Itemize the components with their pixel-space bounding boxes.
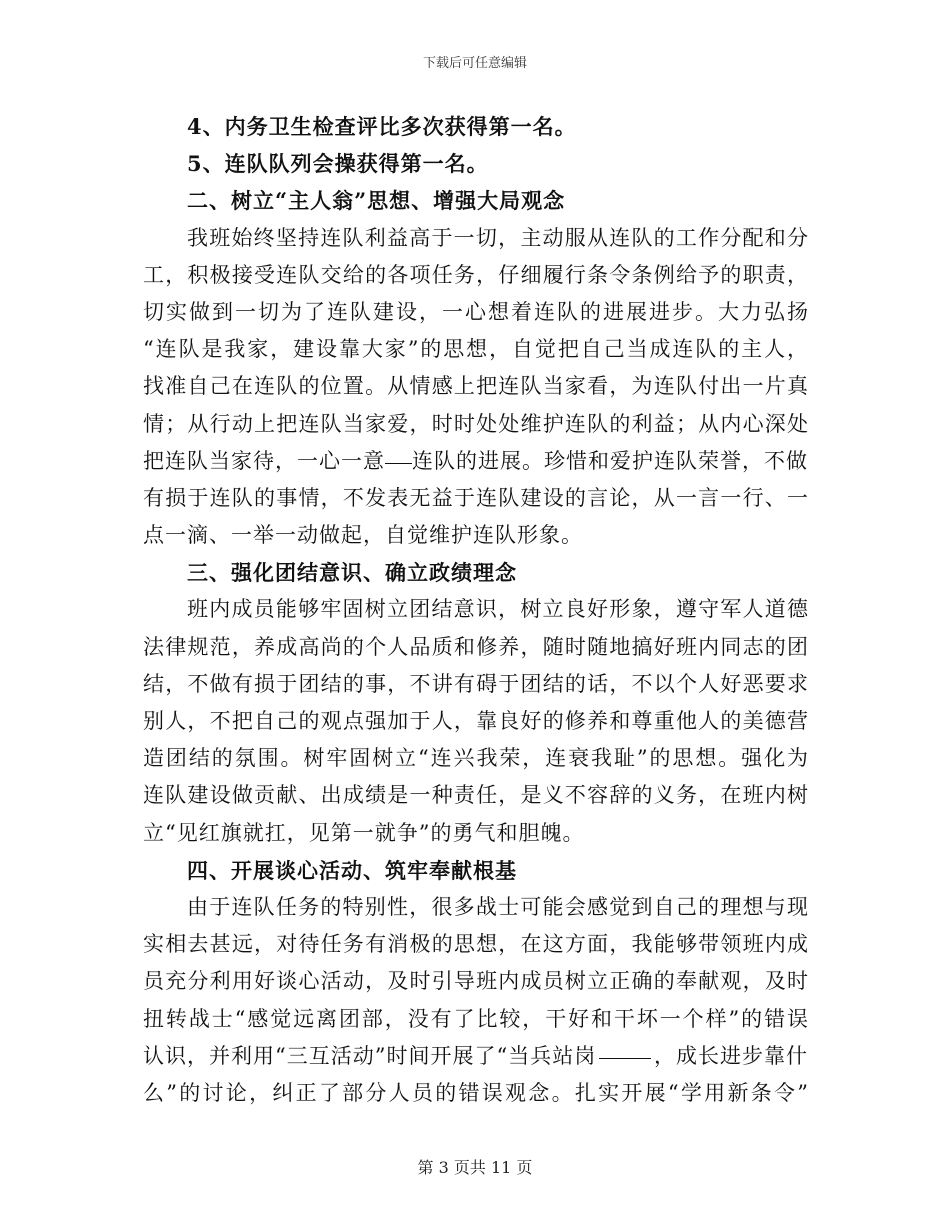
document-body [143, 108, 808, 1112]
paragraph-line: 连队建设做贡献、出成绩是一种责任，是义不容辞的义务，在班内树 [143, 783, 808, 808]
paragraph-line: 实相去甚远，对待任务有消极的思想，在这方面，我能够带领班内成 [143, 932, 808, 957]
page-footer: 第 3 页共 11 页 [417, 1158, 533, 1177]
section-heading-2: 二、树立“主人翁”思想、增强大局观念 [187, 188, 566, 214]
paragraph-line: 找准自己在连队的位置。从情感上把连队当家看，为连队付出一片真 [143, 374, 808, 399]
paragraph-line: 我班始终坚持连队利益高于一切，主动服从连队的工作分配和分 [187, 225, 808, 250]
paragraph-line: 由于连队任务的特别性，很多战士可能会感觉到自己的理想与现 [187, 894, 808, 919]
paragraph-line: 立“见红旗就扛，见第一就争”的勇气和胆魄。 [143, 820, 585, 845]
paragraph-line: “连队是我家，建设靠大家”的思想，自觉把自己当成连队的主人， [143, 337, 808, 362]
fill-blank [599, 1038, 651, 1059]
text-segment: 认识，并利用“三互活动”时间开展了“当兵站岗 [143, 1043, 597, 1068]
paragraph-line: 员充分利用好谈心活动，及时引导班内成员树立正确的奉献观，及时 [143, 969, 808, 994]
paragraph-line: 法律规范，养成高尚的个人品质和修养，随时随地搞好班内同志的团 [143, 634, 808, 659]
text-segment: ，成长进步靠什 [654, 1043, 808, 1068]
paragraph-line: 别人，不把自己的观点强加于人，靠良好的修养和尊重他人的美德营 [143, 709, 808, 733]
paragraph-line: 结，不做有损于团结的事，不讲有碍于团结的话，不以个人好恶要求 [143, 671, 808, 696]
paragraph-line: 班内成员能够牢固树立团结意识，树立良好形象，遵守军人道德 [187, 597, 808, 622]
paragraph-line: 情；从行动上把连队当家爱，时时处处维护连队的利益；从内心深处 [143, 411, 808, 436]
paragraph-line: 工，积极接受连队交给的各项任务，仔细履行条令条例给予的职责， [143, 262, 808, 287]
paragraph-line: 造团结的氛围。树牢固树立“连兴我荣，连衰我耻”的思想。强化为 [143, 746, 808, 771]
section-heading-3: 三、强化团结意识、确立政绩理念 [187, 560, 517, 586]
paragraph-line-with-blank [143, 1038, 808, 1075]
fill-blank [385, 443, 412, 464]
section-heading-4: 四、开展谈心活动、筑牢奉献根基 [187, 857, 517, 883]
text-segment: 把连队当家待，一心一意 [143, 448, 385, 473]
text-segment: 连队的进展。珍惜和爱护连队荣誉，不做 [412, 448, 808, 473]
paragraph-line: 扭转战士“感觉远离团部，没有了比较，干好和干坏一个样”的错误 [143, 1006, 808, 1031]
paragraph-line: 么”的讨论，纠正了部分人员的错误观念。扎实开展“学用新条令” [143, 1080, 808, 1105]
paragraph-line: 有损于连队的事情，不发表无益于连队建设的言论，从一言一行、一 [143, 485, 808, 510]
list-item-5: 5、连队队列会操获得第一名。 [187, 151, 489, 177]
paragraph-line: 点一滴、一举一动做起，自觉维护连队形象。 [143, 523, 583, 548]
paragraph-line: 切实做到一切为了连队建设，一心想着连队的进展进步。大力弘扬 [143, 299, 808, 324]
paragraph-line-with-blank [143, 443, 808, 480]
page-header: 下载后可任意编辑 [422, 56, 527, 71]
list-item-4: 4、内务卫生检查评比多次获得第一名。 [187, 114, 577, 139]
